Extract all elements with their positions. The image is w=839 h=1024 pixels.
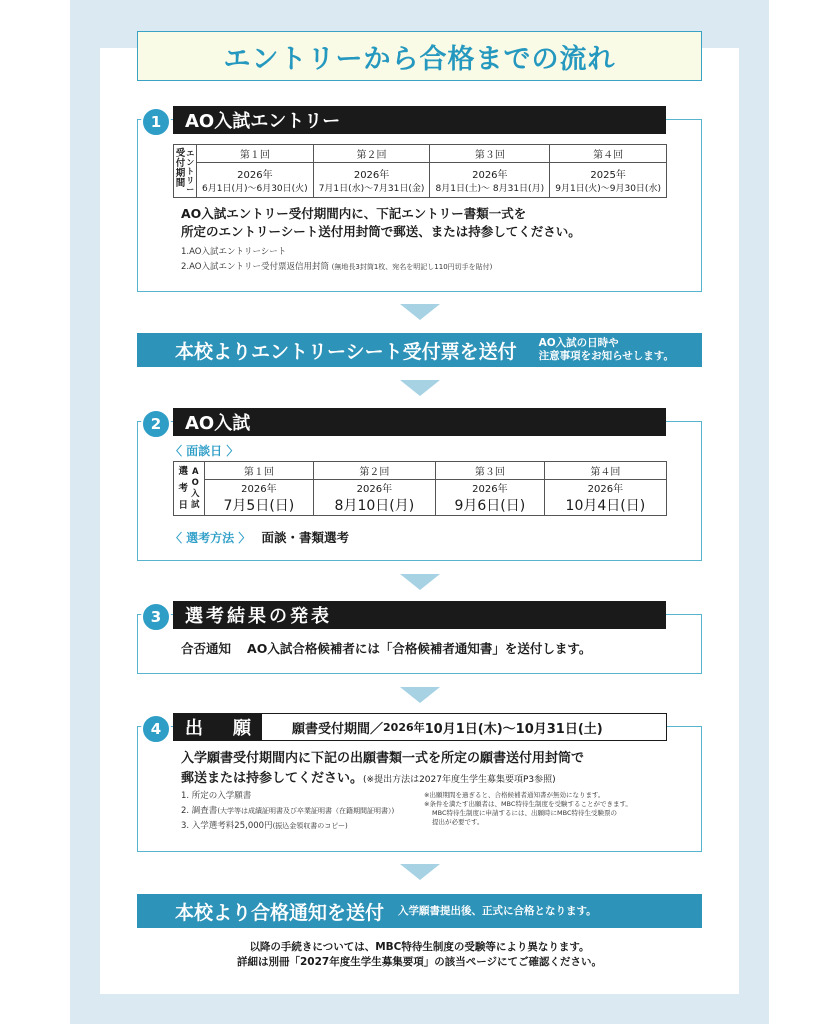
row-label-char: 間 <box>175 177 186 189</box>
year: 2026年 <box>472 484 508 495</box>
row-label-char: 入 <box>191 489 200 500</box>
column-header: 第１回 <box>197 145 314 163</box>
step1-doc1: 1.AO入試エントリーシート <box>181 247 287 257</box>
date: 7月5日(日) <box>223 498 295 514</box>
column-header: 第４回 <box>550 145 667 163</box>
banner1-note <box>539 337 674 363</box>
step2-row-label <box>174 462 205 516</box>
row-label-char: ン <box>186 157 195 167</box>
step4-remark1: ※出願期間を過ぎると、合格候補者通知書が無効になります。 <box>424 791 605 799</box>
row-label-char: 考 <box>178 482 188 494</box>
row-label-char: 試 <box>191 500 200 511</box>
period-cell <box>313 163 430 198</box>
step1-doc2-note: (無地長3封筒1枚、宛名を明記し110円切手を貼付) <box>331 263 493 271</box>
step3-heading: 選考結果の発表 <box>173 601 666 629</box>
row-label-char: 期 <box>175 167 186 179</box>
step1-line1: AO入試エントリー受付期間内に、下記エントリー書類一式を <box>181 206 527 221</box>
date-cell <box>313 480 435 516</box>
step2-heading: AO入試 <box>173 408 666 436</box>
selection-method <box>170 527 349 546</box>
step4-remarks <box>424 791 632 827</box>
footer-line2: 詳細は別冊「2027年度生学生募集要項」の該当ページにてご確認ください。 <box>236 956 602 968</box>
row-label-char: 日 <box>178 499 188 511</box>
footer-line1: 以降の手続きについては、MBC特待生制度の受験等により異なります。 <box>249 941 590 953</box>
step1-doc2: 2.AO入試エントリー受付票返信用封筒 <box>181 262 329 272</box>
step4-doc2-note: (大学等は成績証明書及び卒業証明書（在籍期間証明書）) <box>217 807 395 815</box>
step4-period-label: 願書受付期間／ <box>292 721 384 737</box>
step4-period-value: 10月1日(木)～10月31日(土) <box>424 721 603 737</box>
step3-text: AO入試合格候補者には「合格候補者通知書」を送付します。 <box>247 641 592 656</box>
down-arrow-icon <box>400 304 440 320</box>
year: 2026年 <box>353 170 390 181</box>
page-title-box <box>137 31 702 81</box>
step4-line2-row <box>181 769 584 790</box>
step4-period-box <box>261 713 667 741</box>
step4-doc2-row <box>181 804 394 819</box>
step4-doc3: 3. 入学選考料25,000円 <box>181 821 273 831</box>
down-arrow-icon <box>400 864 440 880</box>
step4-instructions <box>181 749 584 790</box>
date: 9月6日(日) <box>454 498 526 514</box>
row-label-char: エ <box>186 148 195 158</box>
step4-doc2: 2. 調査書 <box>181 806 218 816</box>
column-header: 第２回 <box>313 462 435 480</box>
column-header: 第１回 <box>205 462 314 480</box>
step4-remark4: 提出が必要です。 <box>432 818 484 826</box>
step1-number: 1 <box>141 107 171 137</box>
year: 2026年 <box>356 484 393 495</box>
date-cell <box>544 480 666 516</box>
step3-label: 合否通知 <box>181 641 232 656</box>
step4-note: (※提出方法は2027年度生学生募集要項P3参照) <box>363 775 556 785</box>
column-header: 第２回 <box>313 145 430 163</box>
footer-note <box>100 940 739 970</box>
interview-date-label: 〈 面談日 〉 <box>170 444 239 458</box>
step1-doc2-row <box>181 260 492 275</box>
step4-doc3-note: (振込金領収書のコピー) <box>272 822 348 830</box>
column-header: 第４回 <box>544 462 666 480</box>
step4-number: 4 <box>141 714 171 744</box>
year: 2026年 <box>587 484 624 495</box>
step4-heading <box>173 713 261 741</box>
step4-line1: 入学願書受付期間内に下記の出願書類一式を所定の願書送付用封筒で <box>181 751 585 766</box>
period: 9月1日(火)～9月30日(水) <box>555 184 661 194</box>
page-title: エントリーから合格までの流れ <box>223 43 616 75</box>
step3-number: 3 <box>141 602 171 632</box>
year: 2025年 <box>590 170 626 181</box>
step4-doc-list <box>181 789 394 834</box>
row-label-char: リ <box>186 175 195 185</box>
step4-heading-text: 出 願 <box>185 718 257 739</box>
step1-heading: AO入試エントリー <box>173 106 666 134</box>
row-label-char: O <box>191 477 199 488</box>
step4-doc3-row <box>181 819 394 834</box>
step1-line2: 所定のエントリーシート送付用封筒で郵送、または持参してください。 <box>181 224 581 239</box>
step4-remark2: ※条件を満たす出願者は、MBC特待生制度を受験することができます。 <box>424 800 632 808</box>
row-label-char: 受 <box>175 147 186 159</box>
period: 8月1日(土)～ 8月31日(月) <box>435 184 545 194</box>
period-cell <box>197 163 314 198</box>
period-cell <box>430 163 550 198</box>
method-value: 面談・書類選考 <box>261 530 349 545</box>
step2-date-table <box>173 461 667 516</box>
date-cell <box>435 480 544 516</box>
step1-instructions <box>181 205 581 241</box>
row-label-char: ー <box>186 184 195 194</box>
row-label-char: A <box>191 466 199 477</box>
year: 2026年 <box>237 170 273 181</box>
row-label-char: 付 <box>175 157 186 169</box>
step4-remark3: MBC特待生制度に申請するには、出願時にMBC特待生受験票の <box>432 809 617 817</box>
column-header: 第３回 <box>435 462 544 480</box>
banner1-note1: AO入試の日時や <box>538 337 619 349</box>
year: 2026年 <box>241 484 277 495</box>
row-label-char: ト <box>186 166 195 176</box>
step3-result-text <box>181 640 591 658</box>
period: 6月1日(月)～6月30日(火) <box>202 184 308 194</box>
banner1-note2: 注意事項をお知らせします。 <box>538 350 674 362</box>
date-cell <box>205 480 314 516</box>
banner1-main: 本校よりエントリーシート受付票を送付 <box>175 340 517 363</box>
banner2-note: 入学願書提出後、正式に合格となります。 <box>398 904 597 917</box>
step1-period-table <box>173 144 667 198</box>
step4-doc1: 1. 所定の入学願書 <box>181 791 252 801</box>
down-arrow-icon <box>400 687 440 703</box>
method-label: 〈 選考方法 〉 <box>170 531 251 545</box>
step4-period-year: 2026年 <box>383 721 425 734</box>
banner-acceptance <box>137 894 702 928</box>
year: 2026年 <box>472 170 508 181</box>
date: 8月10日(月) <box>334 498 415 514</box>
banner2-main: 本校より合格通知を送付 <box>175 901 385 924</box>
step2-number: 2 <box>141 409 171 439</box>
period-cell <box>550 163 667 198</box>
column-header: 第３回 <box>430 145 550 163</box>
down-arrow-icon <box>400 574 440 590</box>
period: 7月1日(水)～7月31日(金) <box>318 184 425 194</box>
step1-doc-list <box>181 245 492 275</box>
row-label-char: 選 <box>178 465 188 477</box>
banner-entry-receipt <box>137 333 702 367</box>
step1-row-label <box>174 145 197 198</box>
down-arrow-icon <box>400 380 440 396</box>
date: 10月4日(日) <box>565 498 646 514</box>
step4-line2: 郵送または持参してください。 <box>181 771 364 786</box>
